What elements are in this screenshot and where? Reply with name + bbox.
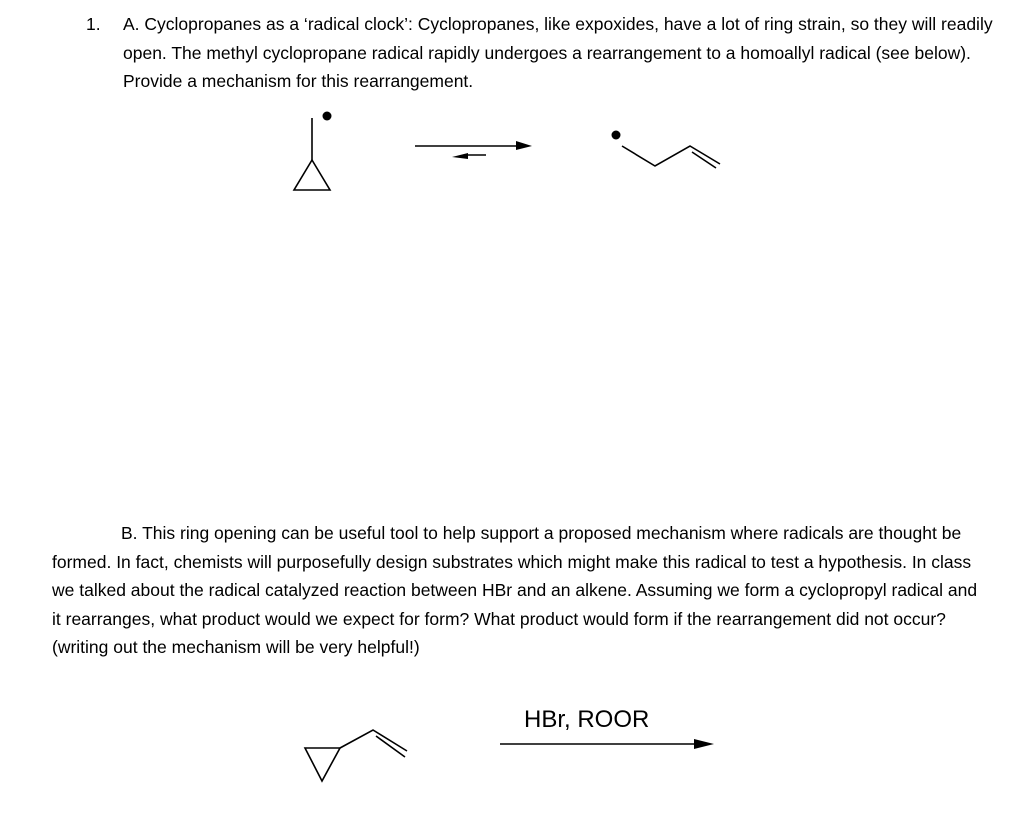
reaction-arrow [500, 739, 714, 749]
reagent-label: HBr, ROOR [524, 706, 650, 733]
question-number: 1. [86, 14, 101, 34]
vinylcyclopropane-structure [305, 730, 407, 781]
part-b-text: B. This ring opening can be useful tool to help support a proposed mechanism where radicals are thought be formed. In fact, chemists will purposefully design substrates which might make this radical to test a hypothesis. In class we talked about the radical catalyzed reaction between HBr and an alkene. Assuming we form a cyclopropyl radical and it rearranges, what product would we expect for form? What product would form if the rearrangement did not occur? (writing out the mechanism will be very helpful!) [52, 523, 978, 657]
part-a-text: A. Cyclopropanes as a ‘radical clock’: Cyclopropanes, like expoxides, have a lot of ring strain, so they will readily open. The methyl cyclopropane radical rapidly undergoes a rearrangement to a homoallyl radical (see below). Provide a mechanism for this rearrangement. [123, 14, 993, 91]
